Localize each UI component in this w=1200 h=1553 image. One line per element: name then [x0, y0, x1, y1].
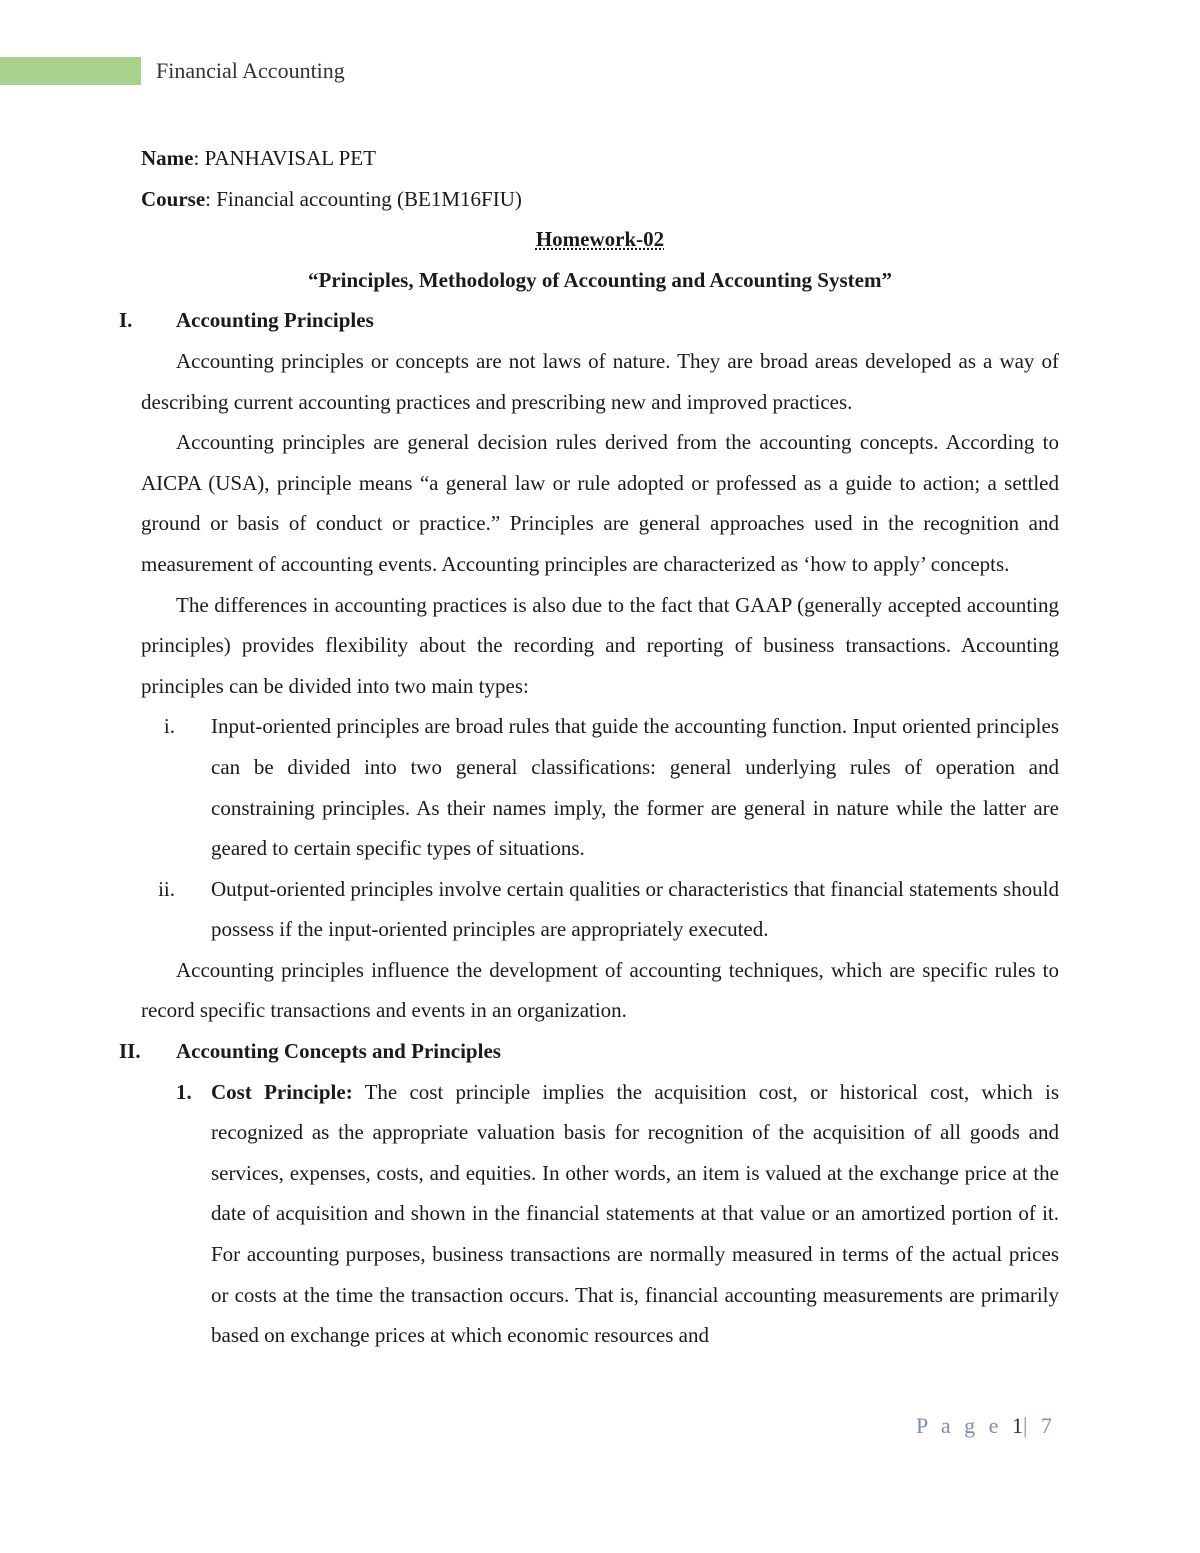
section-1-paragraph-2: Accounting principles are general decision rules derived from the accounting concepts. According to AICPA (USA), principle means “a general law or rule adopted or professed as a guide to action; a settled ground or basis of conduct or practice.” Principles are general approaches used in the recognition and measurement of accounting events. Accounting principles are characterized as ‘how to apply’ concepts. [141, 430, 1059, 576]
course-line [141, 179, 1059, 220]
homework-title-line [141, 219, 1059, 260]
page-number [916, 1413, 1056, 1439]
list-marker: i. [163, 714, 175, 739]
course-label: Course [141, 186, 206, 211]
document-body [119, 138, 1059, 1356]
page-current: 1 [1011, 1413, 1023, 1438]
document-subtitle: “Principles, Methodology of Accounting and Accounting System” [308, 267, 892, 292]
section-2-heading [119, 1031, 1059, 1072]
name-value: : PANHAVISAL PET [193, 146, 376, 170]
cost-principle-text: The cost principle implies the acquisition cost, or historical cost, which is recognized as the appropriate valuation basis for recognition of the acquisition of all goods and services, expenses, costs, and equities. In other words, an item is valued at the exchange price at the date of acquisition and shown in the financial statements at that value or an amortized portion of it. For accounting purposes, business transactions are normally measured in terms of the actual prices or costs at the time the transaction occurs. That is, financial accounting measurements are primarily based on exchange prices at which economic resources and [211, 1079, 1059, 1348]
section-2-numeral: II. [119, 1039, 141, 1064]
section-1-heading [119, 300, 1059, 341]
section-1-numeral: I. [119, 308, 133, 333]
homework-title: Homework-02 [535, 227, 665, 252]
section-1-paragraph-3: The differences in accounting practices is also due to the fact that GAAP (generally accepted accounting principles) provides flexibility about the recording and reporting of business transactions. Accounting principles can be divided into two main types: [141, 592, 1059, 698]
name-line [141, 138, 1059, 179]
section-1-title: Accounting Principles [176, 308, 374, 333]
course-value: : Financial accounting (BE1M16FIU) [205, 186, 522, 211]
list-item-text: Input-oriented principles are broad rules that guide the accounting function. Input oriented principles can be divided into two general classifications: general underlying rules of operation and constraining principles. As their names imply, the former are general in nature while the latter are geared to certain specific types of situations. [211, 714, 1059, 861]
item-number: 1. [176, 1079, 192, 1104]
section-1-paragraph-4: Accounting principles influence the development of accounting techniques, which are specific rules to record specific transactions and events in an organization. [141, 957, 1059, 1023]
section-2-title: Accounting Concepts and Principles [176, 1039, 501, 1064]
page-total: | 7 [1022, 1413, 1056, 1438]
name-label: Name [141, 146, 194, 170]
list-item-output-oriented [141, 869, 1059, 950]
cost-principle-item [176, 1072, 1059, 1356]
list-item-input-oriented [141, 706, 1059, 868]
list-marker: ii. [158, 876, 175, 901]
list-item-text: Output-oriented principles involve certain qualities or characteristics that financial statements should possess if the input-oriented principles are appropriately executed. [211, 876, 1059, 942]
header-accent-bar [0, 57, 141, 85]
page-word: P a g e [916, 1413, 1003, 1438]
section-1-paragraph-1: Accounting principles or concepts are not laws of nature. They are broad areas developed as a way of describing current accounting practices and prescribing new and improved practices. [141, 348, 1059, 414]
cost-principle-label: Cost Principle: [211, 1079, 353, 1104]
header-title: Financial Accounting [156, 58, 345, 83]
